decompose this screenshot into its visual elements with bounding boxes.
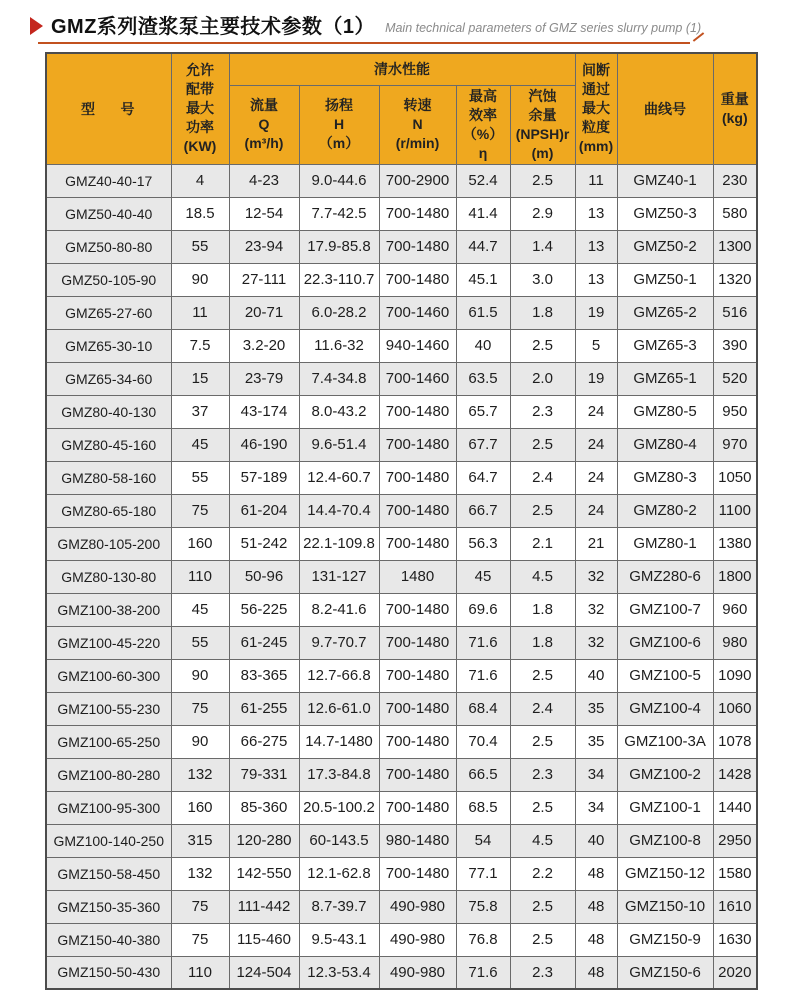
cell-head: 131-127 [299,560,379,593]
cell-flow: 83-365 [229,659,299,692]
cell-particle: 13 [575,263,617,296]
cell-speed: 700-1480 [379,593,456,626]
table-header [46,53,757,164]
cell-power: 45 [171,428,229,461]
cell-power: 110 [171,560,229,593]
table-row [46,725,757,758]
cell-particle: 5 [575,329,617,362]
cell-power: 315 [171,824,229,857]
cell-efficiency: 66.5 [456,758,510,791]
cell-flow: 61-245 [229,626,299,659]
cell-efficiency: 56.3 [456,527,510,560]
cell-weight: 1100 [713,494,757,527]
cell-npsh: 2.0 [510,362,575,395]
cell-model: GMZ65-34-60 [46,362,171,395]
cell-flow: 51-242 [229,527,299,560]
cell-speed: 700-2900 [379,164,456,197]
cell-npsh: 2.2 [510,857,575,890]
cell-npsh: 2.5 [510,923,575,956]
cell-particle: 19 [575,362,617,395]
cell-power: 45 [171,593,229,626]
cell-speed: 980-1480 [379,824,456,857]
cell-particle: 34 [575,791,617,824]
cell-npsh: 2.3 [510,758,575,791]
cell-speed: 700-1480 [379,659,456,692]
cell-model: GMZ80-105-200 [46,527,171,560]
cell-head: 9.6-51.4 [299,428,379,461]
cell-efficiency: 63.5 [456,362,510,395]
cell-efficiency: 77.1 [456,857,510,890]
cell-model: GMZ80-40-130 [46,395,171,428]
col-header-model: 型 号 [46,53,171,164]
cell-speed: 700-1480 [379,791,456,824]
table-row [46,164,757,197]
cell-weight: 1428 [713,758,757,791]
cell-curve: GMZ100-1 [617,791,713,824]
table-row [46,890,757,923]
cell-efficiency: 64.7 [456,461,510,494]
cell-power: 15 [171,362,229,395]
cell-speed: 700-1480 [379,428,456,461]
table-row [46,956,757,989]
cell-power: 55 [171,230,229,263]
cell-speed: 700-1480 [379,230,456,263]
col-header-npsh: 汽蚀 余量 (NPSH)r (m) [510,85,575,164]
cell-weight: 960 [713,593,757,626]
cell-power: 110 [171,956,229,989]
cell-head: 60-143.5 [299,824,379,857]
cell-particle: 32 [575,626,617,659]
cell-head: 17.3-84.8 [299,758,379,791]
cell-head: 12.3-53.4 [299,956,379,989]
cell-particle: 48 [575,956,617,989]
cell-particle: 35 [575,725,617,758]
cell-efficiency: 65.7 [456,395,510,428]
cell-weight: 516 [713,296,757,329]
cell-speed: 700-1480 [379,626,456,659]
cell-efficiency: 69.6 [456,593,510,626]
cell-model: GMZ80-65-180 [46,494,171,527]
page-title: GMZ系列渣浆泵主要技术参数（1） [51,16,376,38]
table-row [46,362,757,395]
cell-particle: 48 [575,857,617,890]
cell-particle: 11 [575,164,617,197]
cell-flow: 142-550 [229,857,299,890]
table-row [46,560,757,593]
cell-npsh: 1.8 [510,626,575,659]
cell-power: 75 [171,923,229,956]
cell-power: 18.5 [171,197,229,230]
cell-curve: GMZ80-1 [617,527,713,560]
table-row [46,395,757,428]
cell-weight: 980 [713,626,757,659]
cell-model: GMZ150-35-360 [46,890,171,923]
cell-flow: 61-204 [229,494,299,527]
cell-npsh: 2.3 [510,956,575,989]
cell-curve: GMZ100-6 [617,626,713,659]
cell-weight: 520 [713,362,757,395]
cell-curve: GMZ100-8 [617,824,713,857]
cell-head: 8.7-39.7 [299,890,379,923]
cell-speed: 490-980 [379,956,456,989]
cell-model: GMZ65-30-10 [46,329,171,362]
cell-head: 9.7-70.7 [299,626,379,659]
cell-particle: 24 [575,395,617,428]
cell-particle: 19 [575,296,617,329]
col-header-flow: 流量 Q (m³/h) [229,85,299,164]
table-row [46,593,757,626]
cell-model: GMZ100-55-230 [46,692,171,725]
table-row [46,857,757,890]
cell-model: GMZ40-40-17 [46,164,171,197]
table-row [46,230,757,263]
cell-weight: 1300 [713,230,757,263]
cell-efficiency: 76.8 [456,923,510,956]
cell-particle: 35 [575,692,617,725]
table-row [46,758,757,791]
cell-power: 11 [171,296,229,329]
col-header-particle: 间断 通过 最大 粒度 (mm) [575,53,617,164]
cell-power: 90 [171,263,229,296]
cell-head: 12.1-62.8 [299,857,379,890]
cell-weight: 2020 [713,956,757,989]
cell-curve: GMZ100-5 [617,659,713,692]
table-row [46,461,757,494]
cell-particle: 24 [575,461,617,494]
cell-flow: 115-460 [229,923,299,956]
cell-model: GMZ150-50-430 [46,956,171,989]
cell-curve: GMZ150-9 [617,923,713,956]
cell-model: GMZ150-58-450 [46,857,171,890]
cell-efficiency: 41.4 [456,197,510,230]
cell-flow: 4-23 [229,164,299,197]
cell-curve: GMZ150-12 [617,857,713,890]
page-title-bar [30,10,770,46]
title-underline [38,42,690,44]
cell-head: 8.0-43.2 [299,395,379,428]
cell-head: 17.9-85.8 [299,230,379,263]
cell-curve: GMZ80-2 [617,494,713,527]
cell-npsh: 2.3 [510,395,575,428]
cell-particle: 40 [575,824,617,857]
cell-efficiency: 45 [456,560,510,593]
cell-power: 90 [171,659,229,692]
cell-power: 55 [171,461,229,494]
table-row [46,692,757,725]
table-row [46,659,757,692]
cell-particle: 32 [575,560,617,593]
cell-curve: GMZ80-3 [617,461,713,494]
cell-weight: 580 [713,197,757,230]
cell-power: 132 [171,857,229,890]
cell-flow: 56-225 [229,593,299,626]
cell-speed: 490-980 [379,923,456,956]
cell-efficiency: 54 [456,824,510,857]
cell-npsh: 1.8 [510,593,575,626]
cell-efficiency: 71.6 [456,956,510,989]
cell-curve: GMZ80-4 [617,428,713,461]
cell-head: 22.3-110.7 [299,263,379,296]
cell-particle: 24 [575,428,617,461]
cell-efficiency: 40 [456,329,510,362]
cell-model: GMZ80-45-160 [46,428,171,461]
col-header-speed: 转速 N (r/min) [379,85,456,164]
cell-npsh: 2.9 [510,197,575,230]
cell-npsh: 3.0 [510,263,575,296]
cell-particle: 34 [575,758,617,791]
col-header-power: 允许 配带 最大 功率 (KW) [171,53,229,164]
cell-speed: 700-1480 [379,461,456,494]
cell-head: 12.4-60.7 [299,461,379,494]
cell-efficiency: 68.5 [456,791,510,824]
cell-power: 37 [171,395,229,428]
cell-model: GMZ100-65-250 [46,725,171,758]
table-row [46,494,757,527]
cell-model: GMZ100-80-280 [46,758,171,791]
col-header-water-performance: 清水性能 [229,53,575,85]
cell-model: GMZ100-38-200 [46,593,171,626]
cell-head: 9.0-44.6 [299,164,379,197]
cell-head: 12.6-61.0 [299,692,379,725]
cell-head: 8.2-41.6 [299,593,379,626]
table-row [46,923,757,956]
table-row [46,197,757,230]
cell-npsh: 2.5 [510,494,575,527]
col-header-efficiency: 最高 效率 （%） η [456,85,510,164]
cell-speed: 700-1480 [379,263,456,296]
cell-head: 11.6-32 [299,329,379,362]
cell-flow: 3.2-20 [229,329,299,362]
cell-flow: 23-79 [229,362,299,395]
cell-power: 75 [171,890,229,923]
cell-model: GMZ100-95-300 [46,791,171,824]
cell-model: GMZ50-105-90 [46,263,171,296]
cell-power: 75 [171,494,229,527]
cell-flow: 57-189 [229,461,299,494]
cell-npsh: 2.5 [510,659,575,692]
cell-efficiency: 67.7 [456,428,510,461]
cell-speed: 700-1460 [379,362,456,395]
cell-efficiency: 44.7 [456,230,510,263]
cell-power: 55 [171,626,229,659]
cell-efficiency: 61.5 [456,296,510,329]
col-header-weight: 重量 (kg) [713,53,757,164]
cell-npsh: 4.5 [510,824,575,857]
cell-efficiency: 71.6 [456,626,510,659]
table-row [46,791,757,824]
cell-head: 14.4-70.4 [299,494,379,527]
cell-curve: GMZ100-7 [617,593,713,626]
cell-power: 4 [171,164,229,197]
cell-npsh: 2.4 [510,461,575,494]
cell-head: 9.5-43.1 [299,923,379,956]
table-row [46,824,757,857]
cell-particle: 48 [575,890,617,923]
cell-npsh: 4.5 [510,560,575,593]
cell-weight: 1610 [713,890,757,923]
cell-speed: 700-1480 [379,197,456,230]
cell-npsh: 2.5 [510,329,575,362]
cell-curve: GMZ65-1 [617,362,713,395]
cell-curve: GMZ100-3A [617,725,713,758]
cell-power: 132 [171,758,229,791]
cell-flow: 20-71 [229,296,299,329]
cell-speed: 1480 [379,560,456,593]
cell-particle: 21 [575,527,617,560]
cell-npsh: 2.4 [510,692,575,725]
cell-flow: 79-331 [229,758,299,791]
cell-power: 160 [171,527,229,560]
cell-head: 7.7-42.5 [299,197,379,230]
cell-model: GMZ100-60-300 [46,659,171,692]
cell-npsh: 2.5 [510,791,575,824]
cell-flow: 23-94 [229,230,299,263]
cell-particle: 24 [575,494,617,527]
cell-curve: GMZ80-5 [617,395,713,428]
cell-flow: 12-54 [229,197,299,230]
cell-model: GMZ100-45-220 [46,626,171,659]
cell-weight: 1630 [713,923,757,956]
cell-efficiency: 75.8 [456,890,510,923]
red-arrow-icon [30,17,43,35]
spec-table-container [45,52,758,990]
cell-particle: 13 [575,197,617,230]
cell-curve: GMZ100-4 [617,692,713,725]
cell-curve: GMZ100-2 [617,758,713,791]
cell-efficiency: 70.4 [456,725,510,758]
cell-power: 160 [171,791,229,824]
cell-curve: GMZ150-6 [617,956,713,989]
cell-speed: 940-1460 [379,329,456,362]
cell-curve: GMZ50-1 [617,263,713,296]
cell-weight: 2950 [713,824,757,857]
cell-weight: 230 [713,164,757,197]
table-body [46,164,757,989]
cell-speed: 700-1460 [379,296,456,329]
cell-weight: 1050 [713,461,757,494]
cell-model: GMZ65-27-60 [46,296,171,329]
table-row [46,263,757,296]
cell-npsh: 2.5 [510,428,575,461]
cell-weight: 1078 [713,725,757,758]
cell-efficiency: 52.4 [456,164,510,197]
table-row [46,626,757,659]
page-subtitle: Main technical parameters of GMZ series slurry pump (1) [385,20,702,35]
cell-particle: 48 [575,923,617,956]
cell-efficiency: 45.1 [456,263,510,296]
cell-weight: 970 [713,428,757,461]
cell-npsh: 2.5 [510,164,575,197]
cell-curve: GMZ150-10 [617,890,713,923]
cell-weight: 1090 [713,659,757,692]
cell-flow: 124-504 [229,956,299,989]
cell-flow: 85-360 [229,791,299,824]
cell-weight: 950 [713,395,757,428]
cell-weight: 1800 [713,560,757,593]
spec-table [45,52,758,990]
cell-npsh: 1.8 [510,296,575,329]
cell-curve: GMZ50-2 [617,230,713,263]
cell-flow: 27-111 [229,263,299,296]
cell-curve: GMZ40-1 [617,164,713,197]
cell-speed: 700-1480 [379,758,456,791]
cell-weight: 1320 [713,263,757,296]
cell-weight: 1440 [713,791,757,824]
cell-npsh: 2.5 [510,725,575,758]
cell-head: 14.7-1480 [299,725,379,758]
col-header-curve: 曲线号 [617,53,713,164]
table-row [46,329,757,362]
cell-model: GMZ80-130-80 [46,560,171,593]
cell-curve: GMZ65-2 [617,296,713,329]
table-row [46,428,757,461]
col-header-head: 扬程 H （m） [299,85,379,164]
cell-speed: 700-1480 [379,725,456,758]
cell-weight: 1380 [713,527,757,560]
cell-speed: 700-1480 [379,857,456,890]
table-row [46,527,757,560]
cell-flow: 50-96 [229,560,299,593]
cell-head: 6.0-28.2 [299,296,379,329]
cell-efficiency: 68.4 [456,692,510,725]
table-row [46,296,757,329]
cell-flow: 66-275 [229,725,299,758]
cell-weight: 390 [713,329,757,362]
cell-head: 12.7-66.8 [299,659,379,692]
cell-model: GMZ50-40-40 [46,197,171,230]
cell-npsh: 2.5 [510,890,575,923]
cell-power: 90 [171,725,229,758]
cell-power: 7.5 [171,329,229,362]
cell-particle: 13 [575,230,617,263]
cell-weight: 1580 [713,857,757,890]
cell-flow: 120-280 [229,824,299,857]
cell-particle: 40 [575,659,617,692]
cell-curve: GMZ280-6 [617,560,713,593]
cell-efficiency: 71.6 [456,659,510,692]
cell-power: 75 [171,692,229,725]
cell-model: GMZ50-80-80 [46,230,171,263]
cell-head: 20.5-100.2 [299,791,379,824]
cell-npsh: 2.1 [510,527,575,560]
cell-flow: 46-190 [229,428,299,461]
cell-flow: 111-442 [229,890,299,923]
cell-head: 7.4-34.8 [299,362,379,395]
cell-particle: 32 [575,593,617,626]
cell-speed: 490-980 [379,890,456,923]
cell-speed: 700-1480 [379,692,456,725]
cell-flow: 61-255 [229,692,299,725]
cell-weight: 1060 [713,692,757,725]
cell-speed: 700-1480 [379,527,456,560]
cell-efficiency: 66.7 [456,494,510,527]
cell-model: GMZ100-140-250 [46,824,171,857]
cell-curve: GMZ65-3 [617,329,713,362]
cell-speed: 700-1480 [379,494,456,527]
cell-model: GMZ80-58-160 [46,461,171,494]
cell-speed: 700-1480 [379,395,456,428]
cell-curve: GMZ50-3 [617,197,713,230]
cell-head: 22.1-109.8 [299,527,379,560]
cell-flow: 43-174 [229,395,299,428]
cell-npsh: 1.4 [510,230,575,263]
cell-model: GMZ150-40-380 [46,923,171,956]
